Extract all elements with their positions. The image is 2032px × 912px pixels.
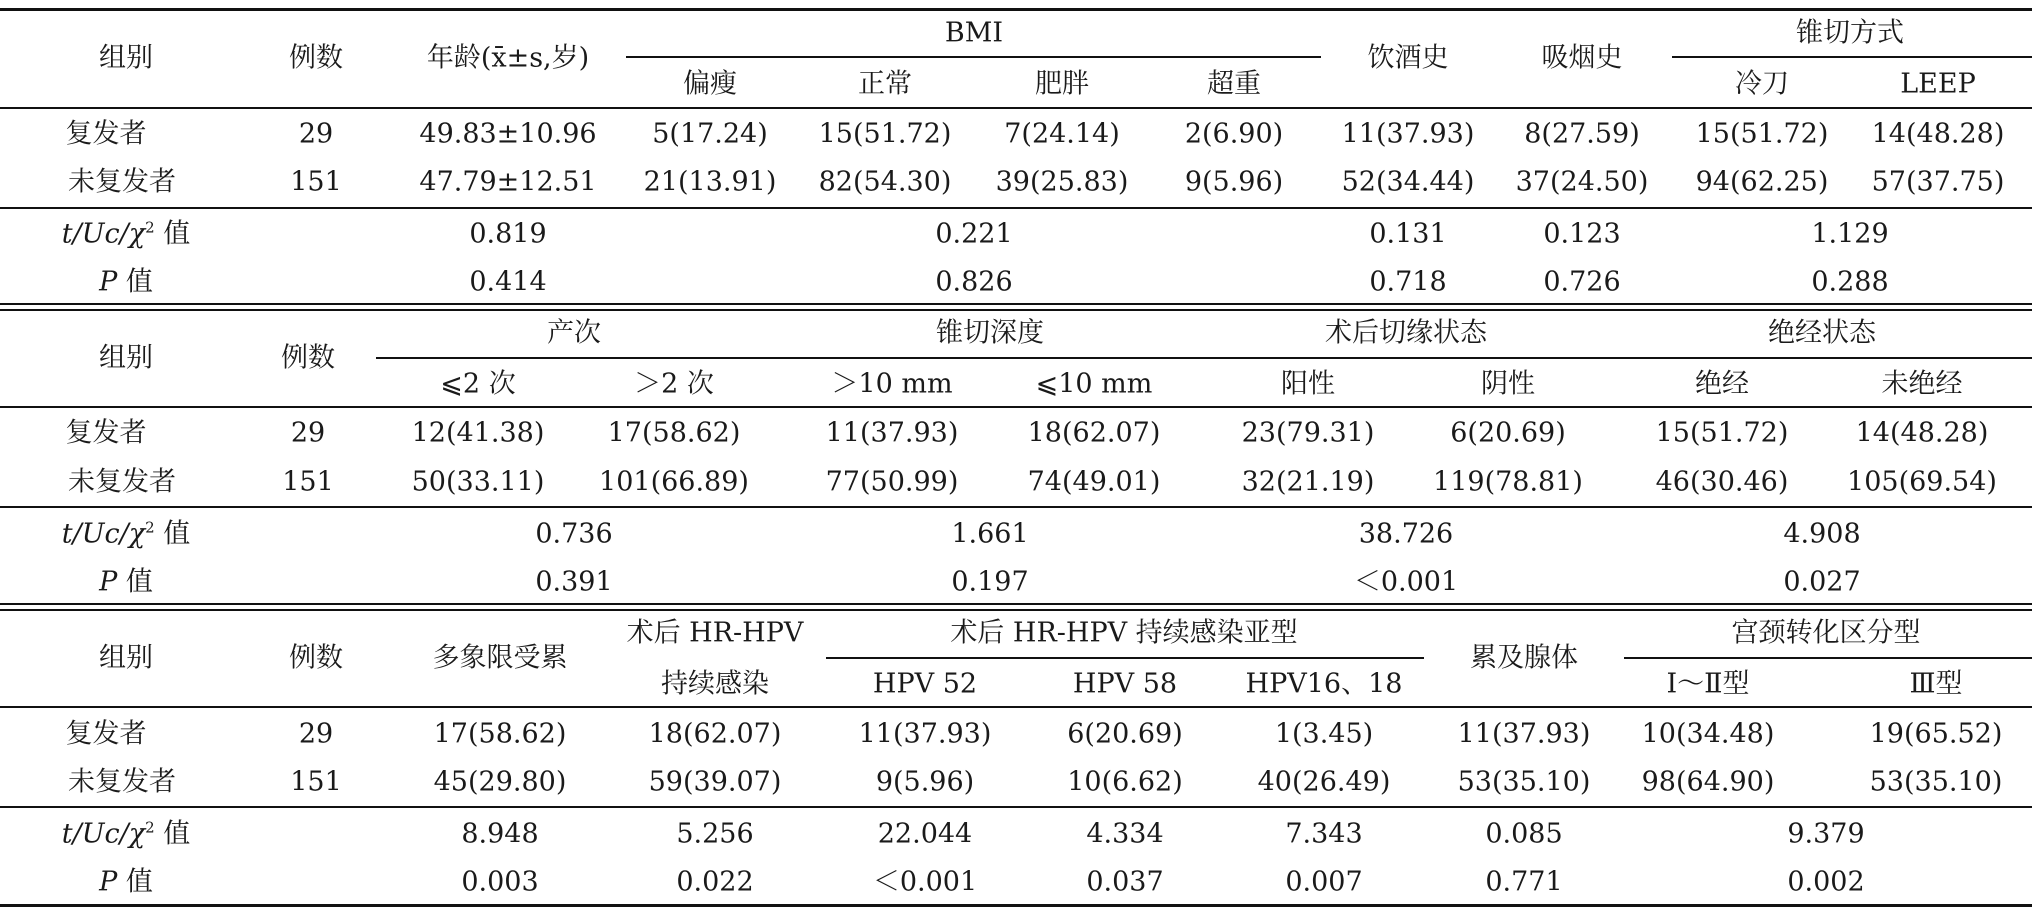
t3-header-count: 例数: [289, 642, 343, 674]
t1-row2-cone-leep: 57(37.75): [1871, 166, 2005, 198]
t1-p-age: 0.414: [469, 266, 547, 298]
t1-row2-label: 未复发者: [68, 166, 176, 198]
t3-row1-label: 复发者: [65, 718, 147, 750]
stat-label-suffix: 值: [154, 218, 191, 250]
t3-row1-count: 29: [298, 718, 334, 750]
t2-p-meno: 0.027: [1783, 566, 1861, 598]
t2-row1-meno-pre: 14(48.28): [1855, 417, 1989, 449]
t3-p-gland: 0.771: [1485, 866, 1563, 898]
t1-row2-drinking: 52(34.44): [1341, 166, 1475, 198]
t1-row1-age: 49.83±10.96: [419, 118, 597, 150]
stat-label-suffix: 值: [154, 518, 191, 550]
t2-row2-meno-post: 46(30.46): [1655, 466, 1789, 498]
t3-p-hrhpv: 0.022: [676, 866, 754, 898]
t1-p-smoking: 0.726: [1543, 266, 1621, 298]
t1-header-bmi-obese: 肥胖: [1035, 68, 1089, 100]
t1-stat-cone: 1.129: [1811, 218, 1889, 250]
t3-row1-multi: 17(58.62): [433, 718, 567, 750]
t3-p-hpv58: 0.037: [1086, 866, 1164, 898]
table2-bottom-rule-a: [0, 603, 2032, 605]
t2-row1-label: 复发者: [65, 417, 147, 449]
t1-header-group: 组别: [99, 42, 153, 74]
t2-row2-margin-positive: 32(21.19): [1241, 466, 1375, 498]
t1-header-bmi-overweight: 超重: [1207, 68, 1261, 100]
t1-p-cone: 0.288: [1811, 266, 1889, 298]
t2-header-count: 例数: [281, 342, 335, 374]
t1-row2-cone-cold-knife: 94(62.25): [1695, 166, 1829, 198]
t3-row2-multi: 45(29.80): [433, 766, 567, 798]
t2-header-margin-negative: 阴性: [1481, 368, 1535, 400]
t2-row2-depth-gt10: 77(50.99): [825, 466, 959, 498]
t2-header-depth-gt10: ＞10 mm: [831, 368, 953, 400]
t2-row2-parity-gt2: 101(66.89): [599, 466, 749, 498]
t2-row1-meno-post: 15(51.72): [1655, 417, 1789, 449]
t2-row2-parity-le2: 50(33.11): [411, 466, 545, 498]
t2-stat-meno: 4.908: [1783, 518, 1861, 550]
margin-underline: [1206, 357, 1610, 359]
t1-row1-cone-leep: 14(48.28): [1871, 118, 2005, 150]
t2-header-meno-pre: 未绝经: [1881, 368, 1963, 400]
t2-header-depth: 锥切深度: [936, 317, 1044, 349]
t1-row1-bmi-normal: 15(51.72): [818, 118, 952, 150]
table3-bottom-rule: [0, 904, 2032, 907]
t2-row2-label: 未复发者: [68, 466, 176, 498]
p-label-text: P: [99, 866, 118, 898]
t2-stat-depth: 1.661: [951, 518, 1029, 550]
t3-row1-tz-type3: 19(65.52): [1869, 718, 2003, 750]
t1-row1-smoking: 8(27.59): [1524, 118, 1640, 150]
t2-header-meno: 绝经状态: [1768, 317, 1876, 349]
t3-header-hrhpv-line2: 持续感染: [661, 668, 769, 700]
t3-row2-gland: 53(35.10): [1457, 766, 1591, 798]
t1-header-bmi: BMI: [944, 17, 1004, 49]
t3-stat-label: [61, 818, 191, 850]
t3-row2-count: 151: [290, 766, 342, 798]
stat-label-text: t/Uc/χ: [61, 518, 146, 550]
t1-header-bmi-normal: 正常: [858, 68, 912, 100]
t1-stat-drinking: 0.131: [1369, 218, 1447, 250]
t2-row1-depth-gt10: 11(37.93): [825, 417, 959, 449]
stat-label-text: t/Uc/χ: [61, 218, 146, 250]
t2-p-parity: 0.391: [535, 566, 613, 598]
t2-header-parity: 产次: [547, 317, 601, 349]
t3-row2-tz-type1-2: 98(64.90): [1641, 766, 1775, 798]
t3-header-tz-type3: Ⅲ型: [1909, 668, 1963, 700]
chi-square-superscript: 2: [145, 518, 155, 537]
t2-row1-parity-gt2: 17(58.62): [607, 417, 741, 449]
t2-p-depth: 0.197: [951, 566, 1029, 598]
t3-p-multi: 0.003: [461, 866, 539, 898]
parity-underline: [376, 357, 790, 359]
t1-row2-bmi-overweight: 9(5.96): [1184, 166, 1284, 198]
t2-row1-count: 29: [290, 417, 326, 449]
t1-row1-bmi-overweight: 2(6.90): [1184, 118, 1284, 150]
t3-header-hpv52: HPV 52: [872, 668, 978, 700]
chi-square-superscript: 2: [145, 818, 155, 837]
t3-stat-hrhpv: 5.256: [676, 818, 754, 850]
p-label-suffix: 值: [117, 866, 153, 898]
t1-stat-age: 0.819: [469, 218, 547, 250]
t1-row2-age: 47.79±12.51: [419, 166, 597, 198]
t2-header-meno-post: 绝经: [1695, 368, 1749, 400]
t3-stat-tz: 9.379: [1787, 818, 1865, 850]
t3-row1-hpv16-18: 1(3.45): [1274, 718, 1374, 750]
t3-header-gland: 累及腺体: [1470, 642, 1578, 674]
table3-top-rule: [0, 609, 2032, 611]
t1-row1-bmi-obese: 7(24.14): [1004, 118, 1120, 150]
bmi-underline: [626, 56, 1321, 58]
t2-row2-depth-le10: 74(49.01): [1027, 466, 1161, 498]
t3-stat-hpv52: 22.044: [877, 818, 973, 850]
t1-row1-drinking: 11(37.93): [1341, 118, 1475, 150]
t3-header-tz-type1-2: Ⅰ～Ⅱ型: [1666, 668, 1750, 700]
t2-row1-margin-negative: 6(20.69): [1450, 417, 1566, 449]
t2-stat-label: [61, 518, 191, 550]
t1-p-drinking: 0.718: [1369, 266, 1447, 298]
t2-stat-margin: 38.726: [1358, 518, 1454, 550]
t2-header-parity-le2: ⩽2 次: [440, 368, 516, 400]
t3-row2-hpv58: 10(6.62): [1067, 766, 1183, 798]
t1-stat-label: [61, 218, 191, 250]
t3-header-hpv58: HPV 58: [1072, 668, 1178, 700]
t1-header-cone: 锥切方式: [1796, 17, 1904, 49]
depth-underline: [790, 357, 1206, 359]
t3-row1-hpv58: 6(20.69): [1067, 718, 1183, 750]
meno-underline: [1610, 357, 2032, 359]
t2-row2-margin-negative: 119(78.81): [1433, 466, 1583, 498]
table2-header-rule: [0, 406, 2032, 408]
t3-stat-multi: 8.948: [461, 818, 539, 850]
t3-row1-gland: 11(37.93): [1457, 718, 1591, 750]
table3-header-rule: [0, 706, 2032, 708]
t2-stat-parity: 0.736: [535, 518, 613, 550]
t3-stat-gland: 0.085: [1485, 818, 1563, 850]
t3-row2-label: 未复发者: [68, 766, 176, 798]
t2-row1-parity-le2: 12(41.38): [411, 417, 545, 449]
t2-p-label: [99, 566, 153, 598]
cone-underline: [1672, 56, 2032, 58]
table1-header-rule: [0, 107, 2032, 109]
t1-row2-bmi-underweight: 21(13.91): [643, 166, 777, 198]
t3-header-subtype: 术后 HR-HPV 持续感染亚型: [950, 617, 1298, 649]
table3-stat-rule: [0, 806, 2032, 808]
t3-p-label: [99, 866, 153, 898]
p-label-suffix: 值: [117, 266, 153, 298]
t3-p-hpv16-18: 0.007: [1285, 866, 1363, 898]
table1-bottom-rule-a: [0, 303, 2032, 305]
t1-stat-bmi: 0.221: [935, 218, 1013, 250]
p-label-text: P: [99, 566, 118, 598]
t3-row2-hpv52: 9(5.96): [875, 766, 975, 798]
t1-header-cone-cold-knife: 冷刀: [1735, 68, 1789, 100]
t1-p-label: [99, 266, 153, 298]
t2-row2-count: 151: [282, 466, 334, 498]
t2-header-margin-positive: 阳性: [1281, 368, 1335, 400]
t1-row2-count: 151: [290, 166, 342, 198]
t1-row1-count: 29: [298, 118, 334, 150]
t1-header-bmi-underweight: 偏瘦: [683, 68, 737, 100]
t3-p-hpv52: ＜0.001: [872, 866, 978, 898]
t1-header-smoking: 吸烟史: [1541, 42, 1623, 74]
table2-top-rule: [0, 309, 2032, 311]
t1-row1-bmi-underweight: 5(17.24): [652, 118, 768, 150]
t3-stat-hpv16-18: 7.343: [1285, 818, 1363, 850]
t3-row1-hrhpv: 18(62.07): [648, 718, 782, 750]
t1-row1-label: 复发者: [65, 118, 147, 150]
t2-header-group: 组别: [99, 342, 153, 374]
table2-stat-rule: [0, 506, 2032, 508]
t1-header-age: 年龄(x̄±s,岁): [426, 42, 590, 74]
t2-row1-depth-le10: 18(62.07): [1027, 417, 1161, 449]
t3-row1-hpv52: 11(37.93): [858, 718, 992, 750]
t3-header-tz: 宫颈转化区分型: [1731, 617, 1921, 649]
p-label-suffix: 值: [117, 566, 153, 598]
t3-header-group: 组别: [99, 642, 153, 674]
stat-label-text: t/Uc/χ: [61, 818, 146, 850]
t1-p-bmi: 0.826: [935, 266, 1013, 298]
t3-row1-tz-type1-2: 10(34.48): [1641, 718, 1775, 750]
table1-top-rule: [0, 8, 2032, 11]
t1-header-drinking: 饮酒史: [1367, 42, 1449, 74]
t2-header-depth-le10: ⩽10 mm: [1035, 368, 1153, 400]
t3-header-hpv16-18: HPV16、18: [1245, 668, 1403, 700]
t2-row1-margin-positive: 23(79.31): [1241, 417, 1375, 449]
stat-label-suffix: 值: [154, 818, 191, 850]
t2-row2-meno-pre: 105(69.54): [1847, 466, 1997, 498]
t1-row2-bmi-obese: 39(25.83): [995, 166, 1129, 198]
t3-header-multi: 多象限受累: [432, 642, 568, 674]
t1-row2-bmi-normal: 82(54.30): [818, 166, 952, 198]
p-label-text: P: [99, 266, 118, 298]
table1-stat-rule: [0, 207, 2032, 209]
t1-header-count: 例数: [289, 42, 343, 74]
t2-header-parity-gt2: ＞2 次: [634, 368, 714, 400]
t1-header-cone-leep: LEEP: [1900, 68, 1976, 100]
t3-row2-tz-type3: 53(35.10): [1869, 766, 2003, 798]
t3-row2-hpv16-18: 40(26.49): [1257, 766, 1391, 798]
t3-stat-hpv58: 4.334: [1086, 818, 1164, 850]
t3-header-hrhpv-line1: 术后 HR-HPV: [626, 617, 804, 649]
t2-p-margin: ＜0.001: [1353, 566, 1459, 598]
t3-row2-hrhpv: 59(39.07): [648, 766, 782, 798]
t2-header-margin: 术后切缘状态: [1325, 317, 1487, 349]
subtype-underline: [826, 657, 1424, 659]
tz-underline: [1624, 657, 2032, 659]
t1-stat-smoking: 0.123: [1543, 218, 1621, 250]
t1-row1-cone-cold-knife: 15(51.72): [1695, 118, 1829, 150]
t1-row2-smoking: 37(24.50): [1515, 166, 1649, 198]
chi-square-superscript: 2: [145, 218, 155, 237]
t3-p-tz: 0.002: [1787, 866, 1865, 898]
